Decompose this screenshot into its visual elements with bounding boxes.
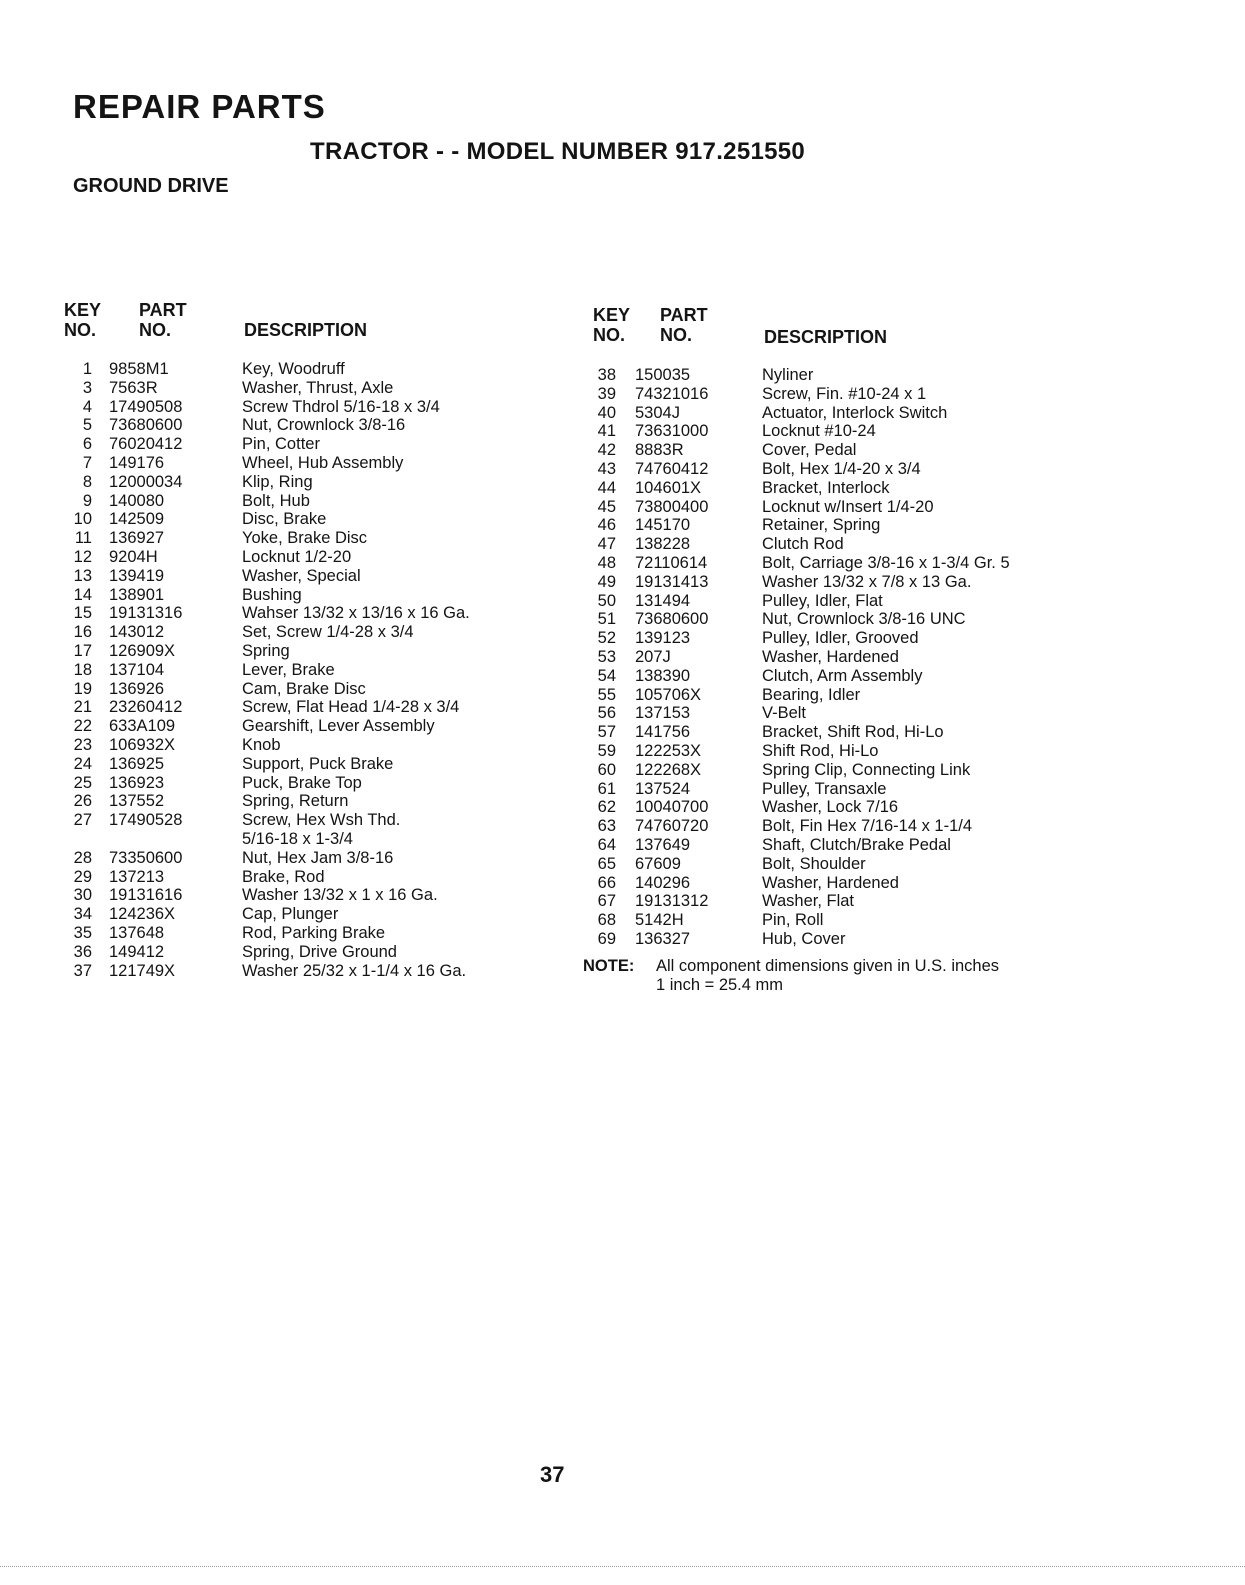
part-description: Bolt, Hex 1/4-20 x 3/4 (762, 459, 921, 478)
key-number: 38 (597, 366, 616, 384)
part-number: 73680600 (635, 610, 709, 629)
part-description: Bolt, Shoulder (762, 854, 866, 873)
description-header: DESCRIPTION (764, 327, 888, 347)
key-number: 21 (73, 698, 92, 717)
key-number: 5 (82, 416, 92, 435)
part-number: 138390 (635, 666, 691, 685)
part-number: 9204H (109, 547, 158, 566)
part-number: 136925 (109, 754, 165, 773)
part-description: Spring, Return (242, 792, 349, 811)
part-number: 74760412 (635, 459, 709, 478)
part-number: 140296 (635, 873, 691, 892)
key-number: 29 (73, 867, 92, 886)
part-number: 17490508 (109, 397, 183, 416)
part-number: 122253X (635, 741, 702, 760)
key-number: 41 (597, 422, 616, 441)
key-number: 45 (597, 497, 616, 516)
key-number: 4 (82, 397, 92, 416)
part-description: Puck, Brake Top (242, 773, 362, 792)
part-number: 121749X (109, 961, 176, 980)
key-number: 26 (73, 792, 92, 811)
part-description: Washer, Hardened (762, 873, 899, 892)
part-description: Bracket, Shift Rod, Hi-Lo (762, 723, 944, 742)
part-number: 137213 (109, 867, 165, 886)
part-description: Bearing, Idler (762, 685, 861, 704)
key-number: 12 (73, 547, 92, 566)
part-description: Lever, Brake (242, 660, 335, 679)
key-number: 15 (73, 604, 92, 623)
key-number: 49 (597, 572, 616, 591)
key-number: 35 (73, 923, 92, 942)
part-number: 141756 (635, 723, 691, 742)
part-number: 19131316 (109, 604, 183, 623)
part-number: 145170 (635, 516, 691, 535)
part-description: Pin, Cotter (242, 435, 320, 454)
part-description: Bolt, Carriage 3/8-16 x 1-3/4 Gr. 5 (762, 553, 1010, 572)
part-description: Washer 25/32 x 1-1/4 x 16 Ga. (242, 961, 467, 980)
part-number: 72110614 (635, 553, 708, 572)
part-description: Hub, Cover (762, 929, 846, 948)
key-number: 18 (73, 660, 92, 679)
key-number: 52 (597, 629, 616, 648)
section-title: GROUND DRIVE (73, 175, 229, 197)
key-number: 46 (597, 516, 616, 535)
part-description: 5/16-18 x 1-3/4 (242, 829, 353, 848)
part-number: 137524 (635, 779, 691, 798)
note-label: NOTE: (583, 957, 635, 975)
key-number: 53 (597, 647, 616, 666)
key-number: 37 (73, 961, 92, 980)
part-number: 17490528 (109, 811, 183, 830)
footer-divider (0, 1566, 1245, 1567)
part-description: Washer 13/32 x 1 x 16 Ga. (242, 886, 438, 905)
part-description: Nyliner (762, 366, 814, 384)
part-number: 23260412 (109, 698, 183, 717)
part-description: Locknut 1/2-20 (242, 547, 352, 566)
key-number: 68 (597, 911, 616, 930)
part-description: Pulley, Transaxle (762, 779, 887, 798)
part-no-header: PART NO. (139, 300, 187, 340)
key-number: 34 (73, 905, 92, 924)
part-description: Bushing (242, 585, 302, 604)
part-description: Key, Woodruff (242, 360, 345, 378)
part-description: Disc, Brake (242, 510, 327, 529)
part-description: Spring Clip, Connecting Link (762, 760, 971, 779)
part-number: 74760720 (635, 817, 709, 836)
key-number: 14 (73, 585, 92, 604)
part-number: 139123 (635, 629, 691, 648)
part-number: 136923 (109, 773, 165, 792)
note-text: All component dimensions given in U.S. inches (656, 957, 1000, 975)
part-number: 5304J (635, 403, 680, 422)
part-number: 136927 (109, 529, 165, 548)
part-description: Locknut w/Insert 1/4-20 (762, 497, 934, 516)
part-number: 7563R (109, 378, 158, 397)
part-number: 142509 (109, 510, 165, 529)
part-description: Spring (242, 641, 290, 660)
key-number: 1 (82, 360, 92, 378)
part-number: 207J (635, 647, 671, 666)
key-number: 62 (597, 798, 616, 817)
part-number: 143012 (109, 623, 165, 642)
key-number: 66 (597, 873, 616, 892)
part-description: Screw Thdrol 5/16-18 x 3/4 (242, 397, 440, 416)
part-description: Washer 13/32 x 7/8 x 13 Ga. (762, 572, 972, 591)
part-number: 136327 (635, 929, 691, 948)
part-number: 19131616 (109, 886, 183, 905)
part-description: Set, Screw 1/4-28 x 3/4 (242, 623, 414, 642)
part-description: Cam, Brake Disc (242, 679, 366, 698)
part-number: 74321016 (635, 384, 709, 403)
key-number: 27 (73, 811, 92, 830)
part-description: Spring, Drive Ground (242, 942, 397, 961)
note-conversion: 1 inch = 25.4 mm (656, 976, 784, 994)
part-description: Washer, Hardened (762, 647, 899, 666)
part-description: Nut, Crownlock 3/8-16 UNC (762, 610, 966, 629)
part-description: Actuator, Interlock Switch (762, 403, 948, 422)
key-number: 28 (73, 848, 92, 867)
key-number: 61 (597, 779, 616, 798)
part-number: 19131312 (635, 892, 709, 911)
key-number: 63 (597, 817, 616, 836)
part-number: 73800400 (635, 497, 709, 516)
part-number: 104601X (635, 478, 702, 497)
part-number: 106932X (109, 735, 176, 754)
key-number: 56 (597, 704, 616, 723)
key-number: 16 (73, 623, 92, 642)
part-description: Screw, Hex Wsh Thd. (242, 811, 401, 830)
key-number: 50 (597, 591, 616, 610)
key-number: 51 (597, 610, 616, 629)
part-number: 140080 (109, 491, 165, 510)
part-number: 138901 (109, 585, 165, 604)
part-number: 150035 (635, 366, 691, 384)
part-description: Knob (242, 735, 281, 754)
part-number: 137649 (635, 835, 691, 854)
key-number: 64 (597, 835, 616, 854)
part-description: Brake, Rod (242, 867, 325, 886)
part-description: Rod, Parking Brake (242, 923, 386, 942)
key-number: 24 (73, 754, 92, 773)
part-number: 73680600 (109, 416, 183, 435)
part-number: 137648 (109, 923, 165, 942)
part-number: 149176 (109, 453, 165, 472)
part-description: Cover, Pedal (762, 441, 857, 460)
key-number: 42 (597, 441, 616, 460)
part-number: 19131413 (635, 572, 709, 591)
part-description: Wahser 13/32 x 13/16 x 16 Ga. (242, 604, 470, 623)
part-description: Washer, Thrust, Axle (242, 378, 394, 397)
key-number: 30 (73, 886, 92, 905)
part-description: Locknut #10-24 (762, 422, 876, 441)
key-number: 60 (597, 760, 616, 779)
key-no-header: KEY NO. (593, 305, 631, 345)
part-description: Nut, Crownlock 3/8-16 (242, 416, 406, 435)
part-number: 73631000 (635, 422, 709, 441)
part-number: 9858M1 (109, 360, 169, 378)
part-number: 138228 (635, 535, 691, 554)
part-description: Yoke, Brake Disc (242, 529, 368, 548)
part-number: 73350600 (109, 848, 183, 867)
part-description: Clutch, Arm Assembly (762, 666, 923, 685)
part-description: Klip, Ring (242, 472, 313, 491)
part-description: Screw, Fin. #10-24 x 1 (762, 384, 927, 403)
key-number: 6 (82, 435, 92, 454)
part-number: 131494 (635, 591, 691, 610)
description-header: DESCRIPTION (244, 320, 368, 340)
part-description: Wheel, Hub Assembly (242, 453, 404, 472)
key-number: 57 (597, 723, 616, 742)
part-description: Retainer, Spring (762, 516, 881, 535)
part-description: Pulley, Idler, Grooved (762, 629, 919, 648)
key-number: 43 (597, 459, 616, 478)
part-description: Bolt, Fin Hex 7/16-14 x 1-1/4 (762, 817, 973, 836)
key-number: 69 (597, 929, 616, 948)
model-title: TRACTOR - - MODEL NUMBER 917.251550 (310, 138, 806, 165)
part-description: Washer, Flat (762, 892, 854, 911)
part-number: 136926 (109, 679, 165, 698)
key-number: 44 (597, 478, 616, 497)
part-description: V-Belt (762, 704, 807, 723)
key-number: 8 (82, 472, 92, 491)
key-number: 59 (597, 741, 616, 760)
part-number: 67609 (635, 854, 681, 873)
page-number: 37 (540, 1462, 565, 1487)
part-number: 76020412 (109, 435, 183, 454)
key-number: 47 (597, 535, 616, 554)
part-number: 105706X (635, 685, 702, 704)
part-number: 12000034 (109, 472, 183, 491)
key-number: 54 (597, 666, 616, 685)
key-number: 39 (597, 384, 616, 403)
part-number: 633A109 (109, 717, 176, 736)
part-description: Clutch Rod (762, 535, 844, 554)
key-number: 40 (597, 403, 616, 422)
part-number: 137153 (635, 704, 691, 723)
key-number: 55 (597, 685, 616, 704)
part-number: 5142H (635, 911, 684, 930)
part-description: Washer, Special (242, 566, 361, 585)
part-number: 137552 (109, 792, 165, 811)
key-number: 17 (73, 641, 92, 660)
part-description: Pulley, Idler, Flat (762, 591, 883, 610)
key-number: 48 (597, 553, 616, 572)
part-description: Support, Puck Brake (242, 754, 394, 773)
key-number: 7 (82, 453, 92, 472)
key-no-header: KEY NO. (64, 300, 102, 340)
part-description: Screw, Flat Head 1/4-28 x 3/4 (242, 698, 460, 717)
key-number: 10 (73, 510, 92, 529)
key-number: 11 (74, 529, 92, 548)
key-number: 36 (73, 942, 92, 961)
key-number: 25 (73, 773, 92, 792)
key-number: 9 (82, 491, 92, 510)
part-no-header: PART NO. (660, 305, 708, 345)
part-description: Bolt, Hub (242, 491, 310, 510)
part-number: 139419 (109, 566, 165, 585)
part-number: 137104 (109, 660, 165, 679)
part-description: Gearshift, Lever Assembly (242, 717, 435, 736)
key-number: 19 (73, 679, 92, 698)
part-description: Pin, Roll (762, 911, 824, 930)
part-description: Nut, Hex Jam 3/8-16 (242, 848, 394, 867)
part-description: Bracket, Interlock (762, 478, 890, 497)
key-number: 3 (82, 378, 92, 397)
key-number: 23 (73, 735, 92, 754)
part-number: 8883R (635, 441, 684, 460)
part-number: 149412 (109, 942, 165, 961)
part-number: 122268X (635, 760, 702, 779)
key-number: 13 (73, 566, 92, 585)
part-number: 10040700 (635, 798, 709, 817)
part-description: Washer, Lock 7/16 (762, 798, 899, 817)
part-number: 126909X (109, 641, 176, 660)
part-description: Shift Rod, Hi-Lo (762, 741, 879, 760)
part-description: Shaft, Clutch/Brake Pedal (762, 835, 951, 854)
page-title: REPAIR PARTS (73, 88, 326, 125)
part-number: 124236X (109, 905, 176, 924)
key-number: 22 (73, 717, 92, 736)
key-number: 65 (597, 854, 616, 873)
part-description: Cap, Plunger (242, 905, 339, 924)
key-number: 67 (597, 892, 616, 911)
